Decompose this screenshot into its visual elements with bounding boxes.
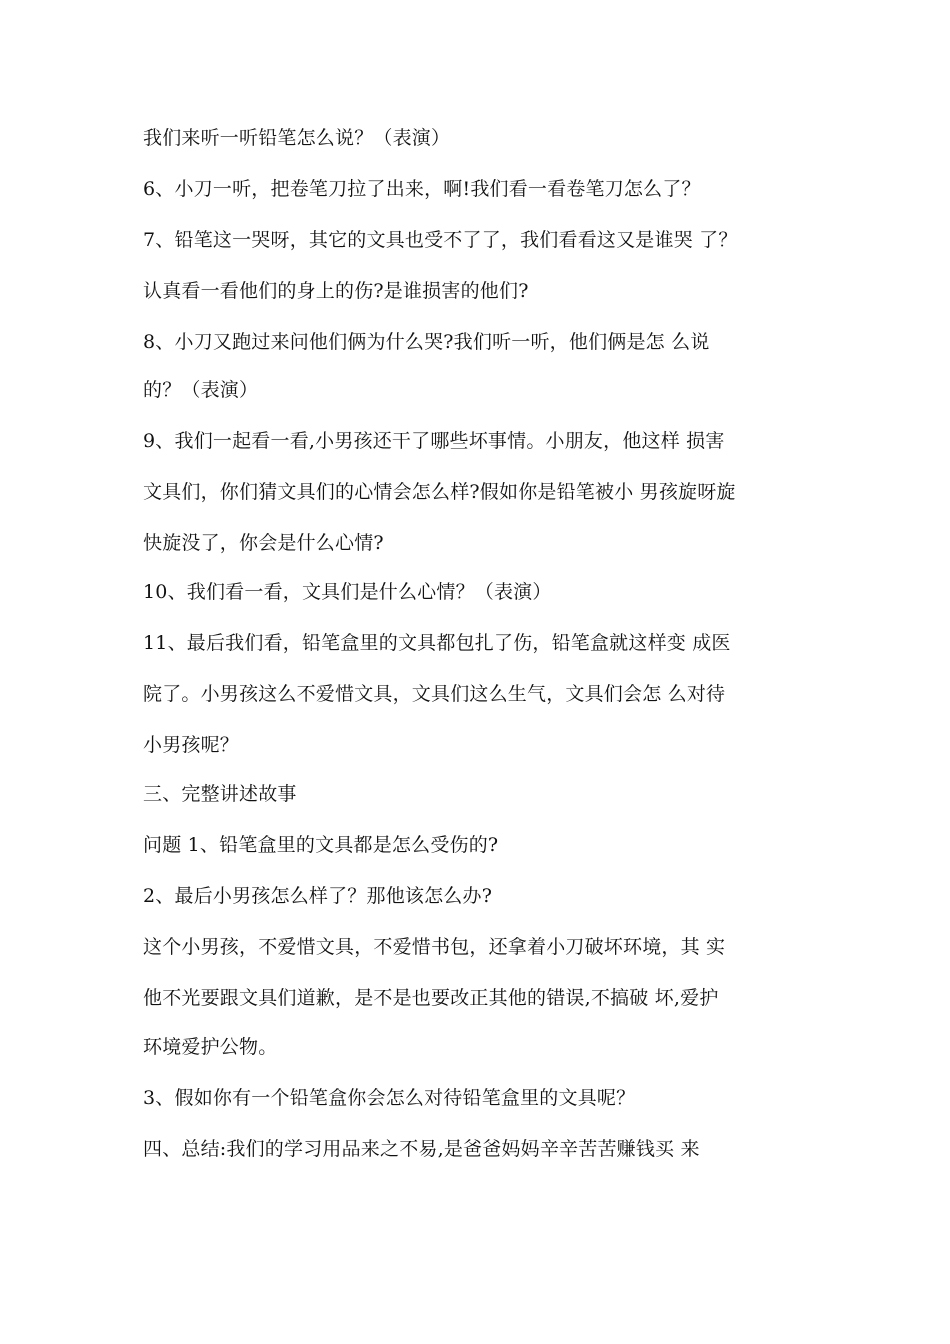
text-line: 问题 1、铅笔盒里的文具都是怎么受伤的? — [143, 834, 499, 856]
text-line: 10、我们看一看，文具们是什么心情？（表演） — [143, 581, 552, 603]
text-line: 11、最后我们看，铅笔盒里的文具都包扎了伤，铅笔盒就这样变 成医 — [143, 632, 731, 654]
text-line: 四、总结:我们的学习用品来之不易,是爸爸妈妈辛辛苦苦赚钱买 来 — [143, 1138, 700, 1160]
text-line: 文具们，你们猜文具们的心情会怎么样?假如你是铅笔被小 男孩旋呀旋 — [143, 481, 736, 503]
text-line: 他不光要跟文具们道歉，是不是也要改正其他的错误,不搞破 坏,爱护 — [143, 987, 719, 1009]
text-line: 的？（表演） — [143, 379, 259, 401]
text-line: 认真看一看他们的身上的伤?是谁损害的他们? — [143, 280, 529, 302]
text-line: 环境爱护公物。 — [143, 1036, 278, 1058]
text-line: 快旋没了，你会是什么心情? — [143, 532, 384, 554]
text-line: 我们来听一听铅笔怎么说？（表演） — [143, 127, 451, 149]
text-line: 院了。小男孩这么不爱惜文具，文具们这么生气，文具们会怎 么对待 — [143, 683, 726, 705]
text-line: 这个小男孩，不爱惜文具，不爱惜书包，还拿着小刀破坏环境，其 实 — [143, 936, 726, 958]
text-line: 2、最后小男孩怎么样了？那他该怎么办? — [143, 885, 493, 907]
text-line: 9、我们一起看一看,小男孩还干了哪些坏事情。小朋友，他这样 损害 — [143, 430, 725, 452]
text-line: 3、假如你有一个铅笔盒你会怎么对待铅笔盒里的文具呢？ — [143, 1087, 636, 1109]
text-line: 8、小刀又跑过来问他们俩为什么哭?我们听一听，他们俩是怎 么说 — [143, 331, 710, 353]
text-line: 三、完整讲述故事 — [143, 783, 297, 805]
text-line: 7、铅笔这一哭呀，其它的文具也受不了了，我们看看这又是谁哭 了？ — [143, 229, 738, 251]
text-line: 6、小刀一听，把卷笔刀拉了出来，啊!我们看一看卷笔刀怎么了？ — [143, 178, 701, 200]
text-line: 小男孩呢？ — [143, 734, 240, 756]
